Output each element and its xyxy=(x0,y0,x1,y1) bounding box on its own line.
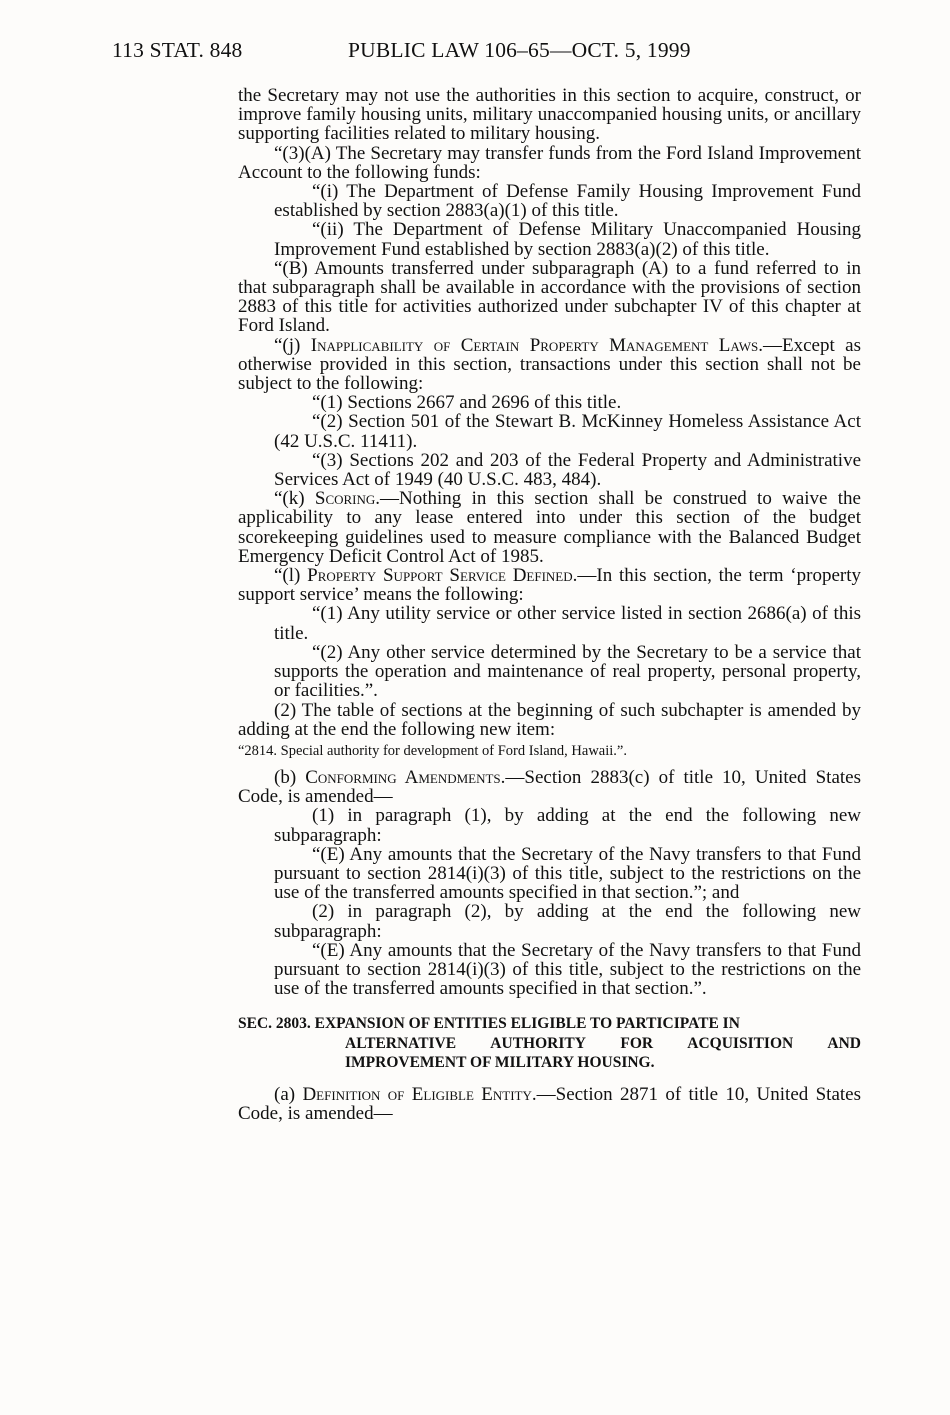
subsection-text: .—In this section, the term ‘property support service’ means the following: xyxy=(238,565,861,606)
paragraph: “(B) Amounts transferred under subparagraph (A) to a fund referred to in that subparagraph shall be available in accordance with the provisions of section 2883 of this title for activities authorized under subchapter IV of this chapter at Ford Island. xyxy=(238,257,861,337)
section-heading-line: ALTERNATIVE AUTHORITY FOR ACQUISITION AND xyxy=(345,1034,861,1052)
paragraph: “(3) Sections 202 and 203 of the Federal Property and Administrative Services Act of 1949 (40 U.S.C. 483, 484). xyxy=(274,449,861,491)
paragraph: “(2) Section 501 of the Stewart B. McKinney Homeless Assistance Act (42 U.S.C. 11411). xyxy=(274,411,861,452)
paragraph: (2) in paragraph (2), by adding at the end the following new subparagraph: xyxy=(274,901,861,942)
body-text xyxy=(238,86,861,1123)
section-heading-line: IMPROVEMENT OF MILITARY HOUSING. xyxy=(345,1054,655,1072)
paragraph: “(E) Any amounts that the Secretary of the Navy transfers to that Fund pursuant to section 2814(i)(3) of this title, subject to the restrictions on the use of the transferred amounts specified in that section.”. xyxy=(274,939,861,1000)
subsection-text: .—Section 2871 of title 10, United States Code, is amended— xyxy=(238,1083,861,1125)
paragraph: “(3)(A) The Secretary may transfer funds from the Ford Island Improvement Account to the following funds: xyxy=(238,142,861,183)
section-heading-line: SEC. 2803. EXPANSION OF ENTITIES ELIGIBLE TO PARTICIPATE IN xyxy=(238,1015,740,1033)
subsection-heading: Definition of Eligible Entity xyxy=(302,1083,532,1105)
subsection-a xyxy=(238,1085,861,1123)
table-of-sections-item: “2814. Special authority for development of Ford Island, Hawaii.”. xyxy=(238,742,627,759)
page-folio: 113 STAT. 848 xyxy=(112,38,243,62)
subsection-heading: Conforming Amendments xyxy=(305,766,501,788)
subsection-text: .—Nothing in this section shall be construed to waive the applicability to any lease entered into under this section of the budget scorekeeping guidelines used to measure compliance with the Balanced Budget Emergency Deficit Control Act of 1985. xyxy=(238,488,861,567)
subsection-k xyxy=(238,489,861,566)
subsection-j xyxy=(238,336,861,394)
paragraph: “(1) Any utility service or other service listed in section 2686(a) of this title. xyxy=(274,603,861,644)
public-law-date: PUBLIC LAW 106–65—OCT. 5, 1999 xyxy=(348,38,691,62)
subsection-text: .—Except as otherwise provided in this section, transactions under this section shall not be subject to the following: xyxy=(238,334,861,395)
paragraph: “(2) Any other service determined by the Secretary to be a service that supports the operation and maintenance of real property, personal property, or facilities.”. xyxy=(274,641,861,702)
subsection-lead: “(j) xyxy=(274,334,311,356)
subsection-l xyxy=(238,566,861,604)
subsection-lead: (a) xyxy=(274,1083,303,1105)
subsection-lead: “(k) xyxy=(274,488,315,510)
subsection-heading: Property Support Service Defined xyxy=(307,565,573,587)
paragraph: “(1) Sections 2667 and 2696 of this title. xyxy=(312,392,622,414)
paragraph: (1) in paragraph (1), by adding at the end the following new subparagraph: xyxy=(274,805,861,846)
subsection-b xyxy=(238,768,861,806)
subsection-heading: Inapplicability of Certain Property Management Laws xyxy=(310,334,759,356)
subsection-heading: Scoring xyxy=(314,488,376,510)
section-heading xyxy=(238,1014,861,1073)
subsection-lead: (b) xyxy=(274,766,306,788)
paragraph: “(E) Any amounts that the Secretary of the Navy transfers to that Fund pursuant to section 2814(i)(3) of this title, subject to the restrictions on the use of the transferred amounts specified in that section.”; and xyxy=(274,843,861,904)
paragraph: “(ii) The Department of Defense Military Unaccompanied Housing Improvement Fund established by section 2883(a)(2) of this title. xyxy=(274,219,861,260)
subsection-lead: “(l) xyxy=(274,565,308,587)
paragraph: “(i) The Department of Defense Family Housing Improvement Fund established by section 2883(a)(1) of this title. xyxy=(274,181,861,222)
subsection-text: .—Section 2883(c) of title 10, United States Code, is amended— xyxy=(238,766,861,808)
paragraph: the Secretary may not use the authorities in this section to acquire, construct, or improve family housing units, military unaccompanied housing units, or ancillary supporting facilities related to military housing. xyxy=(238,85,861,145)
paragraph: (2) The table of sections at the beginning of such subchapter is amended by adding at the end the following new item: xyxy=(238,699,861,740)
